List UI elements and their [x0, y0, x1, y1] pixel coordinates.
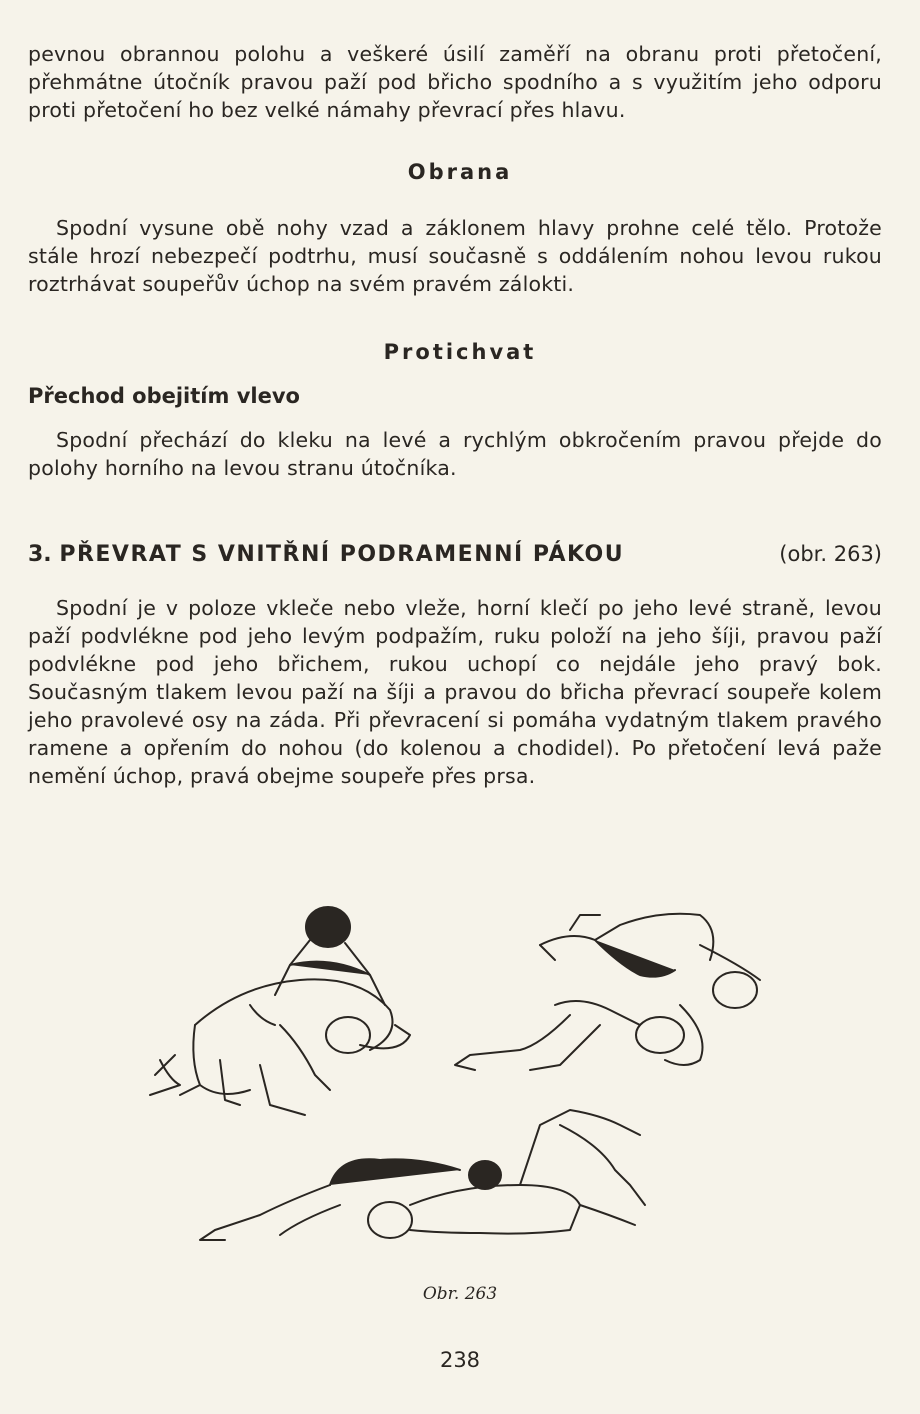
section-title: [28, 542, 882, 567]
wrestling-illustration: [100, 885, 820, 1265]
scene-1-figure: [150, 907, 410, 1115]
scene-3-figure: [200, 1110, 645, 1240]
page-number: 238: [439, 1348, 481, 1372]
scene-2-figure: [455, 914, 760, 1070]
section-figure-ref: (obr. 263): [779, 542, 882, 566]
protichvat-heading: Protichvat: [383, 340, 537, 364]
section-paragraph: Spodní je v poloze vkleče nebo vleže, horní klečí po jeho levé straně, levou paží podvlékne pod jeho levým podpažím, ruku položí na jeho šíji, pravou paží podvlékne pod jeho břichem, rukou uchopí co nejdále jeho pravý bok. Současným tlakem levou paží na šíji a pravou do břicha převrací soupeře kolem jeho pravolevé osy na záda. Při převracení si pomáha vydatným tlakem pravého ramene a opřením do nohou (do kolenou a chodidel). Po přetočení levá paže nemění úchop, pravá obejme soupeře přes prsa.: [28, 596, 882, 788]
obrana-heading: Obrana: [407, 160, 513, 184]
figure-caption: Obr. 263: [422, 1284, 498, 1304]
intro-paragraph: pevnou obrannou polohu a veškeré úsilí zaměří na obranu proti přetočení, přehmátne útočník pravou paží pod břicho spodního a s využitím jeho odporu proti přetočení ho bez velké námahy převrací přes hlavu.: [28, 42, 882, 122]
protichvat-paragraph: Spodní přechází do kleku na levé a rychlým obkročením pravou přejde do polohy horního na levou stranu útočníka.: [28, 428, 882, 480]
obrana-paragraph: Spodní vysune obě nohy vzad a záklonem hlavy prohne celé tělo. Protože stále hrozí nebezpečí podtrhu, musí současně s oddálením nohou levou rukou roztrhávat soupeřův úchop na svém pravém zálokti.: [28, 216, 882, 296]
section-main-title: PŘEVRAT S VNITŘNÍ PODRAMENNÍ PÁKOU: [59, 542, 625, 567]
protichvat-subheading: Přechod obejitím vlevo: [28, 384, 300, 408]
section-number: 3.: [28, 542, 52, 567]
